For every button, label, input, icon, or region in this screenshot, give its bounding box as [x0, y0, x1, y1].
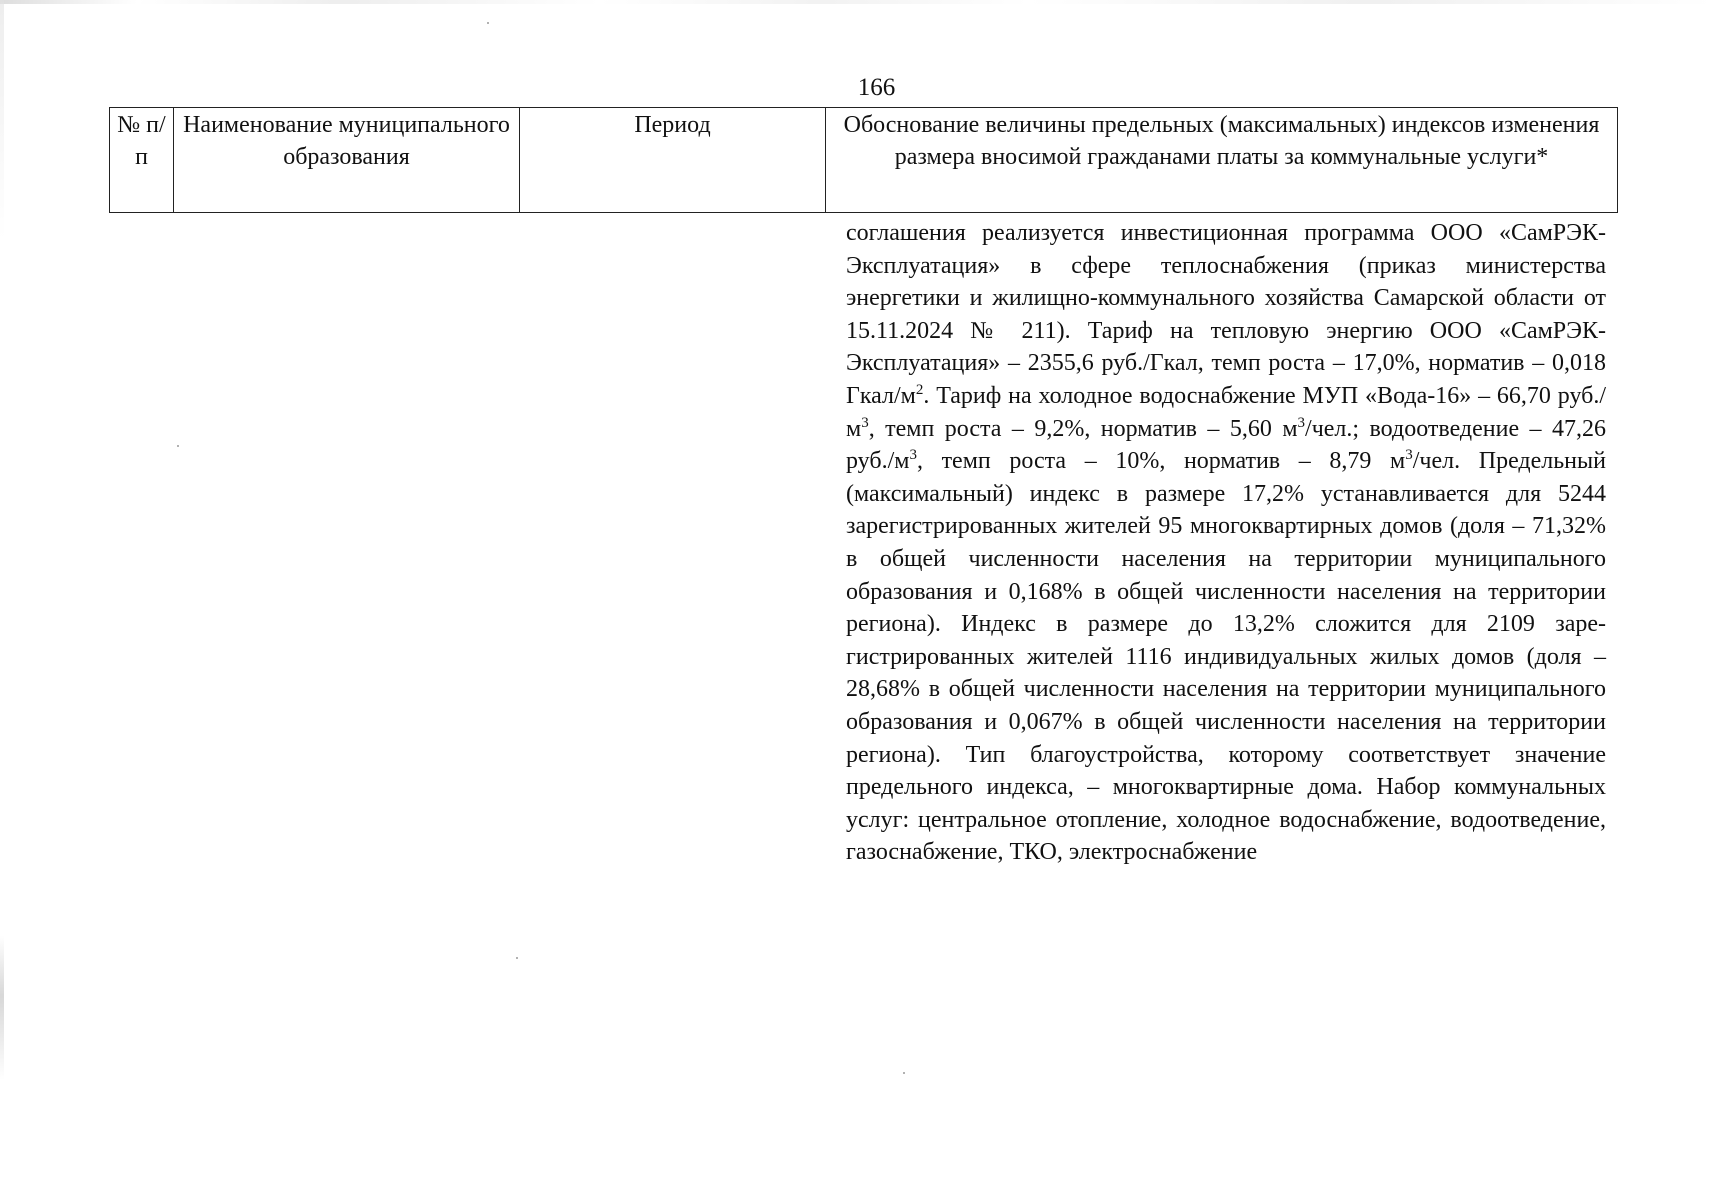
text-segment: . Тариф на холодное водоснабжение МУП «Вода-16» – 66,70 руб./м — [846, 382, 1606, 442]
column-header-period: Период — [520, 108, 826, 213]
column-header-number: № п/п — [110, 108, 174, 213]
superscript: 3 — [909, 447, 917, 464]
text-segment: , темп роста – 10%, норматив – 8,79 м — [916, 448, 1406, 475]
column-header-municipality: Наименование муниципального образования — [174, 108, 520, 213]
scan-speck — [903, 1072, 905, 1074]
scan-edge-left — [0, 0, 4, 1200]
page-number: 166 — [857, 74, 896, 101]
table-header-row — [110, 108, 1618, 213]
scan-edge-top — [0, 0, 1713, 4]
column-header-justification: Обоснование величины предельных (максимальных) индексов изменения размера вносимой гражданами платы за коммунальные услуги* — [826, 108, 1618, 213]
superscript: 3 — [1405, 447, 1413, 464]
superscript: 2 — [915, 381, 924, 398]
superscript: 3 — [861, 414, 869, 431]
superscript: 3 — [1297, 414, 1306, 431]
justification-text — [846, 217, 1606, 869]
scan-speck — [177, 445, 179, 447]
text-segment: /чел. Предельный (максимальный) индекс в размере 17,2% устанавливается для 5244 зарегистрированных жителей 95 многоквартирных домов (доля – 71,32% в общей численности населения на территории муниципального образования и 0,168% в общей численности населения на территории региона). Индекс в размере до 13,2% сложится для 2109 зарегистрированных жителей 1116 индивидуальных жилых домов (доля – 28,68% в общей численности населения на территории муниципального образования и 0,067% в общей численности населения на территории региона). Тип благоустройства, которому соответствует значение предельного индекса, – многоквартирные дома. Набор коммунальных услуг: центральное отопление, холодное водоснабжение, водоотведение, газоснабжение, ТКО, электроснабжение — [846, 448, 1606, 866]
text-segment: соглашения реализуется инвестиционная программа ООО «СамРЭК-Эксплуатация» в сфере теплоснабжения (приказ министерства энергетики и жилищно-коммунального хозяйства Самарской области от 15.11.2024 № 211). Тариф на тепловую энергию ООО «СамРЭК-Эксплуатация» – 2355,6 руб./Гкал, темп роста – 17,0%, норматив – 0,018 Гкал/м — [846, 220, 1606, 409]
scan-speck — [516, 957, 518, 959]
scan-speck — [487, 22, 489, 24]
text-segment: /чел.; водоотведение – 47,26 руб./м — [846, 415, 1607, 475]
table-header — [109, 107, 1618, 213]
text-segment: , темп роста – 9,2%, норматив – 5,60 м — [868, 415, 1298, 442]
